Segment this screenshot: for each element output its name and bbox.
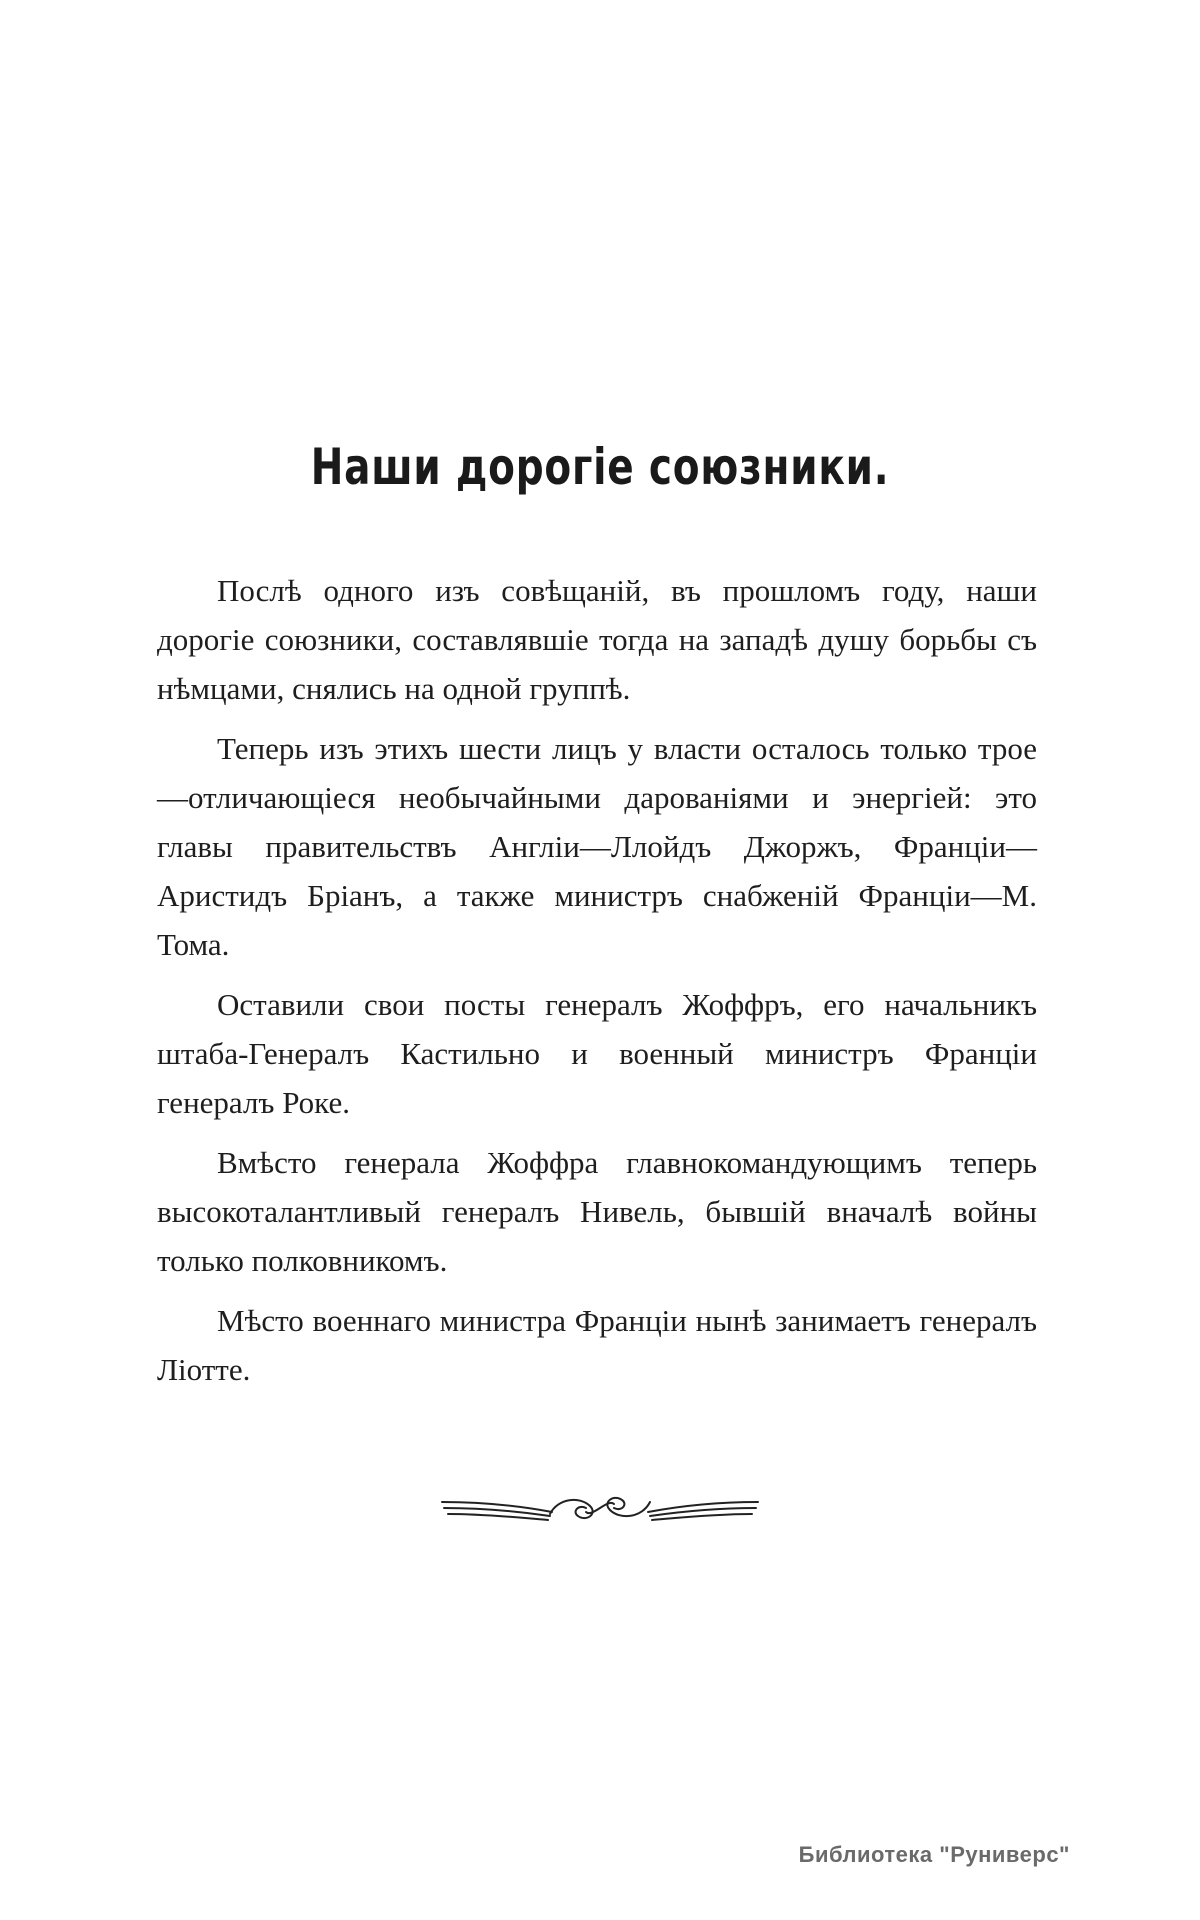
paragraph-4: Вмѣсто генерала Жоффра главнокомандующимъ теперь высокоталантливый генералъ Нивель, бывшій вначалѣ войны только полковникомъ. <box>157 1145 1037 1278</box>
library-watermark: Библиотека "Руниверс" <box>798 1842 1070 1867</box>
flourish-ornament-icon <box>440 1488 760 1528</box>
paragraph-1: Послѣ одного изъ совѣщаній, въ прошломъ году, наши дорогіе союзники, составлявшіе тогда на западѣ душу борьбы съ нѣмцами, снялись на одной группѣ. <box>157 573 1037 706</box>
paragraph-5: Мѣсто военнаго министра Франціи нынѣ занимаетъ генералъ Ліотте. <box>157 1303 1037 1387</box>
paragraph-3: Оставили свои посты генералъ Жоффръ, его начальникъ штаба-Генералъ Кастильно и военный министръ Франціи генералъ Роке. <box>157 987 1037 1120</box>
paragraph-2: Теперь изъ этихъ шести лицъ у власти осталось только трое—отличающіеся необычайными дарованіями и энергіей: это главы правительствъ Англіи—Ллойдъ Джоржъ, Франціи—Аристидъ Бріанъ, а также министръ снабженій Франціи—М. Тома. <box>157 731 1037 962</box>
page-title: Наши дорогіе союзники. <box>310 438 890 496</box>
body-text <box>157 566 1037 1405</box>
